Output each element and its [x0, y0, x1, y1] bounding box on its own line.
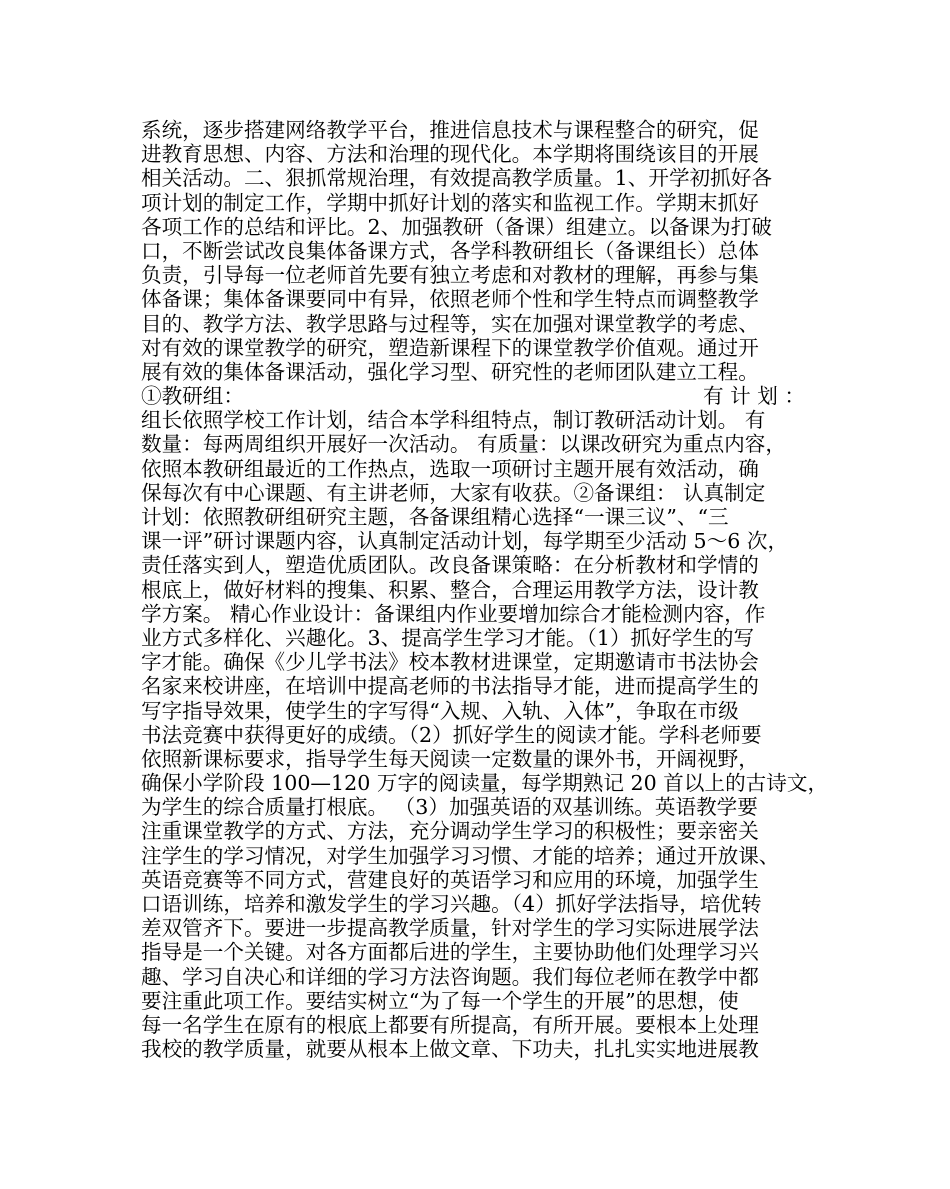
split-line-right: 有 计 划 ： — [702, 384, 805, 409]
text-line: 注学生的学习情况，对学生加强学习习惯、才能的培养；通过开放课、 — [141, 843, 780, 868]
text-line: 口，不断尝试改良集体备课方式，各学科教研组长（备课组长）总体 — [141, 238, 759, 263]
text-line: 相关活动。二、狠抓常规治理，有效提高教学质量。1、开学初抓好各 — [141, 166, 772, 191]
text-line: 差双管齐下。要进一步提高教学质量，针对学生的学习实际进展学法 — [141, 916, 759, 941]
text-line: 字才能。确保《少儿学书法》校本教材进课堂，定期邀请市书法协会 — [141, 650, 759, 675]
text-line: 展有效的集体备课活动，强化学习型、研究性的老师团队建立工程。 — [141, 359, 759, 384]
text-line: 注重课堂教学的方式、方法，充分调动学生学习的积极性；要亲密关 — [141, 819, 759, 844]
text-line: 计划：依照教研组研究主题，各备课组精心选择“一课三议”、“三 — [141, 505, 729, 529]
split-line-left: ①教研组： — [141, 384, 244, 409]
text-line: 对有效的课堂教学的研究，塑造新课程下的课堂教学价值观。通过开 — [141, 335, 759, 360]
text-line: 学方案。 精心作业设计：备课组内作业要增加综合才能检测内容，作 — [141, 601, 766, 626]
text-line: 英语竞赛等不同方式，营建良好的英语学习和应用的环境，加强学生 — [141, 867, 759, 892]
text-line: 目的、教学方法、教学思路与过程等，实在加强对课堂教学的考虑、 — [141, 311, 759, 336]
text-line: 根底上，做好材料的搜集、积累、整合，合理运用教学方法，设计教 — [141, 577, 759, 602]
text-line: 进教育思想、内容、方法和治理的现代化。本学期将围绕该目的开展 — [141, 142, 759, 167]
text-line: 责任落实到人，塑造优质团队。改良备课策略：在分析教材和学情的 — [141, 553, 759, 578]
text-line: 确保小学阶段 100—120 万字的阅读量，每学期熟记 20 首以上的古诗文， — [141, 771, 829, 796]
text-line: 业方式多样化、兴趣化。3、提高学生学习才能。（1）抓好学生的写 — [141, 625, 755, 650]
text-line: 系统，逐步搭建网络教学平台，推进信息技术与课程整合的研究，促 — [141, 118, 759, 142]
body-text — [141, 118, 829, 1062]
text-line: 名家来校讲座，在培训中提高老师的书法指导才能，进而提高学生的 — [141, 674, 759, 699]
text-line: 数量：每两周组织开展好一次活动。 有质量：以课改研究为重点内容， — [141, 432, 786, 457]
text-line: 课一评”研讨课题内容，认真制定活动计划，每学期至少活动 5～6 次， — [141, 529, 789, 554]
text-line: 口语训练，培养和激发学生的学习兴趣。（4）抓好学法指导，培优转 — [141, 892, 762, 916]
text-line: 写字指导效果，使学生的字写得“入规、入轨、入体”，争取在市级 — [141, 698, 739, 723]
text-line: 书法竞赛中获得更好的成绩。（2）抓好学生的阅读才能。学科老师要 — [141, 722, 762, 747]
split-text-line — [141, 384, 805, 408]
text-line: 项计划的制定工作，学期中抓好计划的落实和监视工作。学期末抓好 — [141, 190, 759, 215]
text-line: 要注重此项工作。要结实树立“为了每一个学生的开展”的思想，使 — [141, 988, 739, 1013]
text-line: 指导是一个关键。对各方面都后进的学生，主要协助他们处理学习兴 — [141, 940, 759, 965]
text-line: 趣、学习自决心和详细的学习方法咨询题。我们每位老师在教学中都 — [141, 964, 759, 989]
text-line: 我校的教学质量，就要从根本上做文章、下功夫，扎扎实实地进展教 — [141, 1037, 759, 1062]
text-line: 体备课；集体备课要同中有异，依照老师个性和学生特点而调整教学 — [141, 287, 759, 312]
text-line: 组长依照学校工作计划，结合本学科组特点，制订教研活动计划。 有 — [141, 408, 766, 433]
text-line: 保每次有中心课题、有主讲老师，大家有收获。②备课组： 认真制定 — [141, 480, 766, 505]
text-line: 依照本教研组最近的工作热点，选取一项研讨主题开展有效活动，确 — [141, 456, 759, 481]
text-line: 各项工作的总结和评比。2、加强教研（备课）组建立。以备课为打破 — [141, 214, 772, 239]
text-line: 每一名学生在原有的根底上都要有所提高，有所开展。要根本上处理 — [141, 1012, 759, 1037]
text-line: 为学生的综合质量打根底。 （3）加强英语的双基训练。英语教学要 — [141, 795, 758, 820]
text-line: 负责，引导每一位老师首先要有独立考虑和对教材的理解，再参与集 — [141, 263, 759, 288]
text-line: 依照新课标要求，指导学生每天阅读一定数量的课外书，开阔视野， — [141, 746, 759, 771]
